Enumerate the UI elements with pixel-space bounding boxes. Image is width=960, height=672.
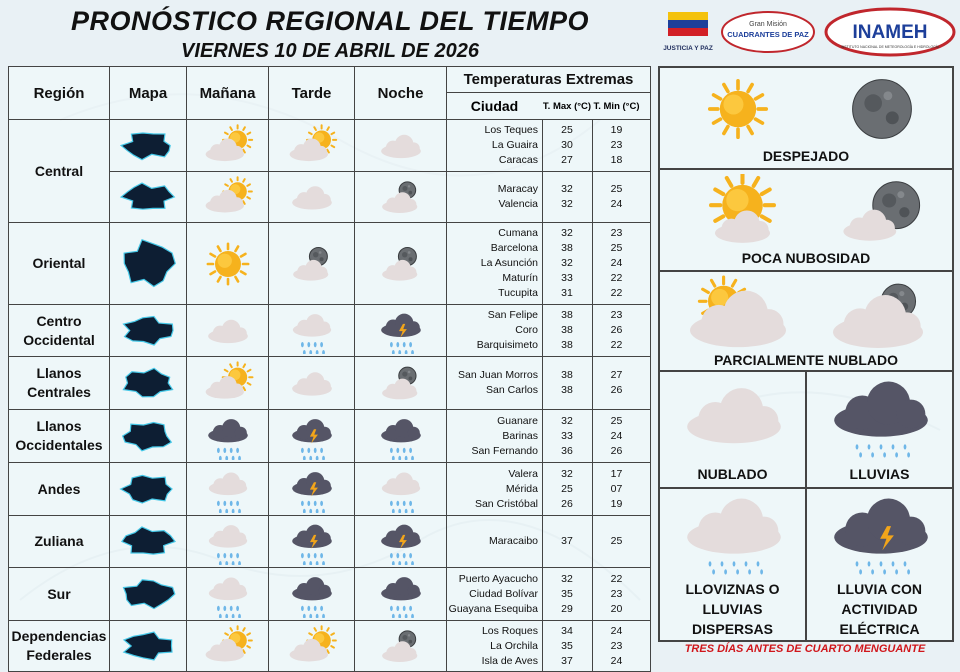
city-name: La Guaira [491,139,538,151]
city-name: Valencia [498,198,538,210]
temperature-cell [447,516,651,568]
city-name: Valera [508,467,538,480]
temp-min: 22 [610,572,623,585]
forecast-table [8,66,651,672]
rain-icon [369,412,433,460]
header-night: Noche [355,67,447,120]
header-afternoon: Tarde [269,67,355,120]
cloudy-icon [369,122,433,169]
region-name: Llanos Occidentales [9,410,110,463]
region-map-icon [112,571,184,617]
legend-drizzle-line2: LLUVIAS [702,601,763,617]
region-map-icon [112,413,184,459]
morning-forecast [187,621,269,672]
forecast-date: VIERNES 10 DE ABRIL DE 2026 [181,40,479,62]
legend-rain-label: LLUVIAS [849,466,910,482]
legend-partly-cloudy [659,271,953,371]
city-name: Los Roques [481,624,538,637]
city-row [447,256,650,271]
region-row [9,568,651,621]
region-map [110,410,187,463]
morning-forecast [187,568,269,621]
city-name: Barinas [502,429,538,442]
legend-storm-line3: ELÉCTRICA [839,621,920,637]
city-row [447,271,650,286]
afternoon-forecast [269,621,355,672]
legend-storm-line2: ACTIVIDAD [841,601,918,617]
region-name: Central [9,120,110,223]
region-row [9,463,651,516]
region-map [110,357,187,410]
temp-max: 29 [561,602,573,615]
temp-max: 31 [561,287,573,299]
temp-min: 23 [610,227,623,239]
night-forecast [355,568,447,621]
legend-rain [806,371,953,488]
city-name: Guanare [497,414,538,427]
temp-min: 24 [610,257,623,269]
city-name: Maturín [502,272,538,284]
temp-max: 27 [561,154,573,166]
partly-cloudy-day-icon [196,359,260,407]
header-temperatures: Temperaturas Extremas [447,67,651,93]
city-row [447,383,650,398]
night-forecast [355,463,447,516]
temp-max: 38 [561,242,573,254]
city-row [447,482,650,497]
city-row [447,414,650,429]
temp-min: 23 [610,587,623,600]
page-title: PRONÓSTICO REGIONAL DEL TIEMPO [70,6,590,36]
city-row [447,587,650,602]
city-name: La Orchila [490,639,538,652]
legend-drizzle-line3: DISPERSAS [692,621,773,637]
city-name: San Fernando [471,444,538,457]
city-row [447,153,650,168]
legend-cloudy [659,371,806,488]
inameh-logo-sub: INSTITUTO NACIONAL DE METEOROLOGÍA E HIDROLOGÍA [840,45,940,49]
few-clouds-night-icon [369,239,433,289]
legend-few-clouds-label: POCA NUBOSIDAD [741,250,871,266]
afternoon-forecast [269,410,355,463]
legend-partly-day-icon [678,274,798,352]
header-city: Ciudad [470,98,519,114]
city-row [447,323,650,338]
region-map [110,568,187,621]
region-row [9,516,651,568]
temp-max: 32 [561,572,573,585]
region-name: Sur [9,568,110,621]
temperature-cell [447,172,651,223]
temperature-cell [447,305,651,357]
temp-max: 32 [561,467,573,480]
city-row [447,572,650,587]
rain-icon [369,570,433,618]
region-map [110,463,187,516]
temp-min: 24 [610,624,623,637]
clear-day-icon [196,239,260,289]
legend-cloudy-icon [674,378,794,460]
city-name: San Carlos [486,384,538,396]
city-name: Mérida [505,482,538,495]
region-row [9,120,651,172]
region-row [9,621,651,672]
temp-min: 25 [610,414,623,427]
city-name: Guayana Esequiba [448,602,538,615]
temp-max: 38 [561,369,573,381]
region-name: Centro Occidental [9,305,110,357]
night-forecast [355,120,447,172]
region-map-icon [112,308,184,353]
legend-partly-cloudy-label: PARCIALMENTE NUBLADO [713,352,899,368]
legend-drizzle [659,488,806,641]
justicia-logo-text: JUSTICIA Y PAZ [663,45,713,52]
legend-drizzle-icon [674,495,794,577]
header-tmin: T. Min (°C) [593,100,640,112]
region-map-icon [112,175,184,219]
region-name: Oriental [9,223,110,305]
city-row [447,467,650,482]
night-forecast [355,516,447,568]
temp-min: 27 [610,369,623,381]
temp-max: 34 [561,624,573,637]
city-name: Puerto Ayacucho [458,572,538,585]
city-name: Ciudad Bolívar [469,587,538,600]
legend-few-clouds-night-icon [828,174,938,252]
gran-mision-logo-main: CUADRANTES DE PAZ [727,30,809,39]
region-name: Zuliana [9,516,110,568]
city-row [447,308,650,323]
morning-forecast [187,357,269,410]
rain-icon [196,412,260,460]
temp-min: 26 [610,384,623,396]
night-forecast [355,410,447,463]
temp-min: 22 [610,339,623,351]
region-map-icon [112,624,184,668]
temp-min: 26 [610,444,623,457]
afternoon-forecast [269,120,355,172]
city-row [447,368,650,383]
city-row [447,286,650,301]
city-name: San Felipe [487,309,538,321]
temp-min: 07 [610,482,623,495]
afternoon-forecast [269,568,355,621]
temp-max: 36 [561,444,573,457]
region-name: Andes [9,463,110,516]
city-name: San Cristóbal [474,497,538,510]
afternoon-forecast [269,357,355,410]
morning-forecast [187,516,269,568]
afternoon-forecast [269,463,355,516]
logos-bar [662,6,958,58]
temperature-cell [447,357,651,410]
city-row [447,497,650,512]
temp-max: 33 [561,272,573,284]
city-row [447,429,650,444]
partly-cloudy-day-icon [196,623,260,669]
temp-max: 37 [561,535,573,547]
drizzle-icon [280,307,344,354]
city-row [447,639,650,654]
region-map [110,172,187,223]
temp-max: 26 [561,497,573,510]
legend-clear [659,67,953,169]
legend-storm-icon [821,495,941,577]
legend-clear-label: DESPEJADO [762,148,850,164]
few-clouds-night-icon [369,359,433,407]
legend-drizzle-label [660,579,805,639]
partly-cloudy-day-icon [280,122,344,169]
temp-min: 24 [610,198,623,210]
temp-max: 38 [561,339,573,351]
morning-forecast [187,410,269,463]
venezuela-flag-logo [663,12,713,52]
drizzle-icon [196,465,260,513]
legend-cloudy-label: NUBLADO [697,466,768,482]
temp-min: 25 [610,183,623,195]
night-forecast [355,172,447,223]
region-map [110,120,187,172]
temp-max: 30 [561,139,573,151]
temp-subheader [447,93,651,120]
legend-few-clouds [659,169,953,271]
temperature-cell [447,120,651,172]
city-name: Caracas [498,154,538,166]
temp-min: 25 [610,535,623,547]
region-map [110,223,187,305]
city-row [447,534,650,549]
temp-max: 37 [561,654,573,667]
partly-cloudy-day-icon [280,623,344,669]
temperature-cell [447,568,651,621]
cloudy-icon [280,174,344,220]
region-map-icon [112,519,184,564]
temp-max: 33 [561,429,573,442]
city-name: Maracay [497,183,538,195]
region-map-icon [112,226,184,301]
temp-max: 25 [561,124,573,136]
city-row [447,602,650,617]
legend-storm-label [807,579,952,639]
morning-forecast [187,223,269,305]
temp-min: 23 [610,139,623,151]
temp-min: 23 [610,309,623,321]
storm-icon [369,518,433,565]
region-map-icon [112,466,184,512]
region-name: Dependencias Federales [9,621,110,672]
temp-max: 38 [561,309,573,321]
inameh-logo-text: INAMEH [852,22,928,43]
legend-storm [806,488,953,641]
legend-drizzle-line1: LLOVIZNAS O [685,581,780,597]
night-forecast [355,223,447,305]
temperature-cell [447,223,651,305]
region-row [9,223,651,305]
few-clouds-night-icon [280,239,344,289]
legend-partly-night-icon [824,274,944,352]
temp-max: 35 [561,587,573,600]
header-region: Región [9,67,110,120]
temp-min: 22 [610,287,623,299]
night-forecast [355,357,447,410]
city-name: Los Teques [484,124,538,136]
moon-phase-note: TRES DÍAS ANTES DE CUARTO MENGUANTE [684,643,926,655]
gran-mision-logo [722,12,814,52]
rain-icon [280,570,344,618]
partly-cloudy-day-icon [196,122,260,169]
region-map-icon [112,360,184,406]
city-name: Isla de Aves [481,654,538,667]
temp-min: 22 [610,272,623,284]
city-name: Cumana [498,227,538,239]
temperature-cell [447,621,651,672]
header-tmax: T. Max (°C) [542,100,592,112]
inameh-logo [826,9,954,55]
temp-min: 20 [610,602,623,615]
morning-forecast [187,463,269,516]
city-name: Barquisimeto [476,339,538,351]
temp-max: 32 [561,257,573,269]
city-row [447,654,650,669]
city-name: Coro [515,324,538,336]
legend-panel [658,66,954,642]
city-row [447,197,650,212]
storm-icon [280,412,344,460]
temperature-cell [447,463,651,516]
temp-max: 32 [561,198,573,210]
region-row [9,410,651,463]
temp-min: 19 [610,497,623,510]
few-clouds-night-icon [369,623,433,669]
city-row [447,226,650,241]
temp-min: 18 [610,154,623,166]
gran-mision-logo-top: Gran Misión [749,21,787,28]
legend-moon-icon [842,74,922,144]
drizzle-icon [196,570,260,618]
city-name: Maracaibo [488,535,538,547]
cloudy-icon [280,359,344,407]
morning-forecast [187,305,269,357]
header-map: Mapa [110,67,187,120]
temp-min: 23 [610,639,623,652]
afternoon-forecast [269,172,355,223]
storm-icon [369,307,433,354]
temp-max: 38 [561,324,573,336]
storm-icon [280,518,344,565]
temp-min: 24 [610,429,623,442]
temp-max: 38 [561,384,573,396]
header-morning: Mañana [187,67,269,120]
city-name: Barcelona [490,242,538,254]
legend-storm-line1: LLUVIA CON [836,581,923,597]
night-forecast [355,621,447,672]
temperature-cell [447,410,651,463]
city-name: Tucupita [498,287,538,299]
city-row [447,624,650,639]
temp-min: 17 [610,467,623,480]
few-clouds-night-icon [369,174,433,220]
temp-max: 32 [561,183,573,195]
city-row [447,338,650,353]
morning-forecast [187,120,269,172]
region-name: Llanos Centrales [9,357,110,410]
drizzle-icon [196,518,260,565]
afternoon-forecast [269,223,355,305]
region-map [110,305,187,357]
legend-rain-icon [821,378,941,460]
region-map-icon [112,123,184,168]
morning-forecast [187,172,269,223]
storm-icon [280,465,344,513]
temp-min: 25 [610,242,623,254]
cloudy-icon [196,307,260,354]
temp-max: 32 [561,227,573,239]
region-row [9,305,651,357]
city-row [447,123,650,138]
city-row [447,241,650,256]
city-name: San Juan Morros [458,369,538,381]
region-map [110,516,187,568]
temp-max: 35 [561,639,573,652]
city-row [447,444,650,459]
afternoon-forecast [269,305,355,357]
afternoon-forecast [269,516,355,568]
city-row [447,138,650,153]
temp-min: 19 [610,124,623,136]
night-forecast [355,305,447,357]
region-row [9,357,651,410]
legend-few-clouds-day-icon [682,174,792,252]
partly-cloudy-day-icon [196,174,260,220]
temp-max: 32 [561,414,573,427]
temp-max: 25 [561,482,573,495]
city-name: La Asunción [480,257,538,269]
legend-clear-day-icon [698,74,778,144]
city-row [447,182,650,197]
drizzle-icon [369,465,433,513]
temp-min: 26 [610,324,623,336]
temp-min: 24 [610,654,623,667]
region-map [110,621,187,672]
